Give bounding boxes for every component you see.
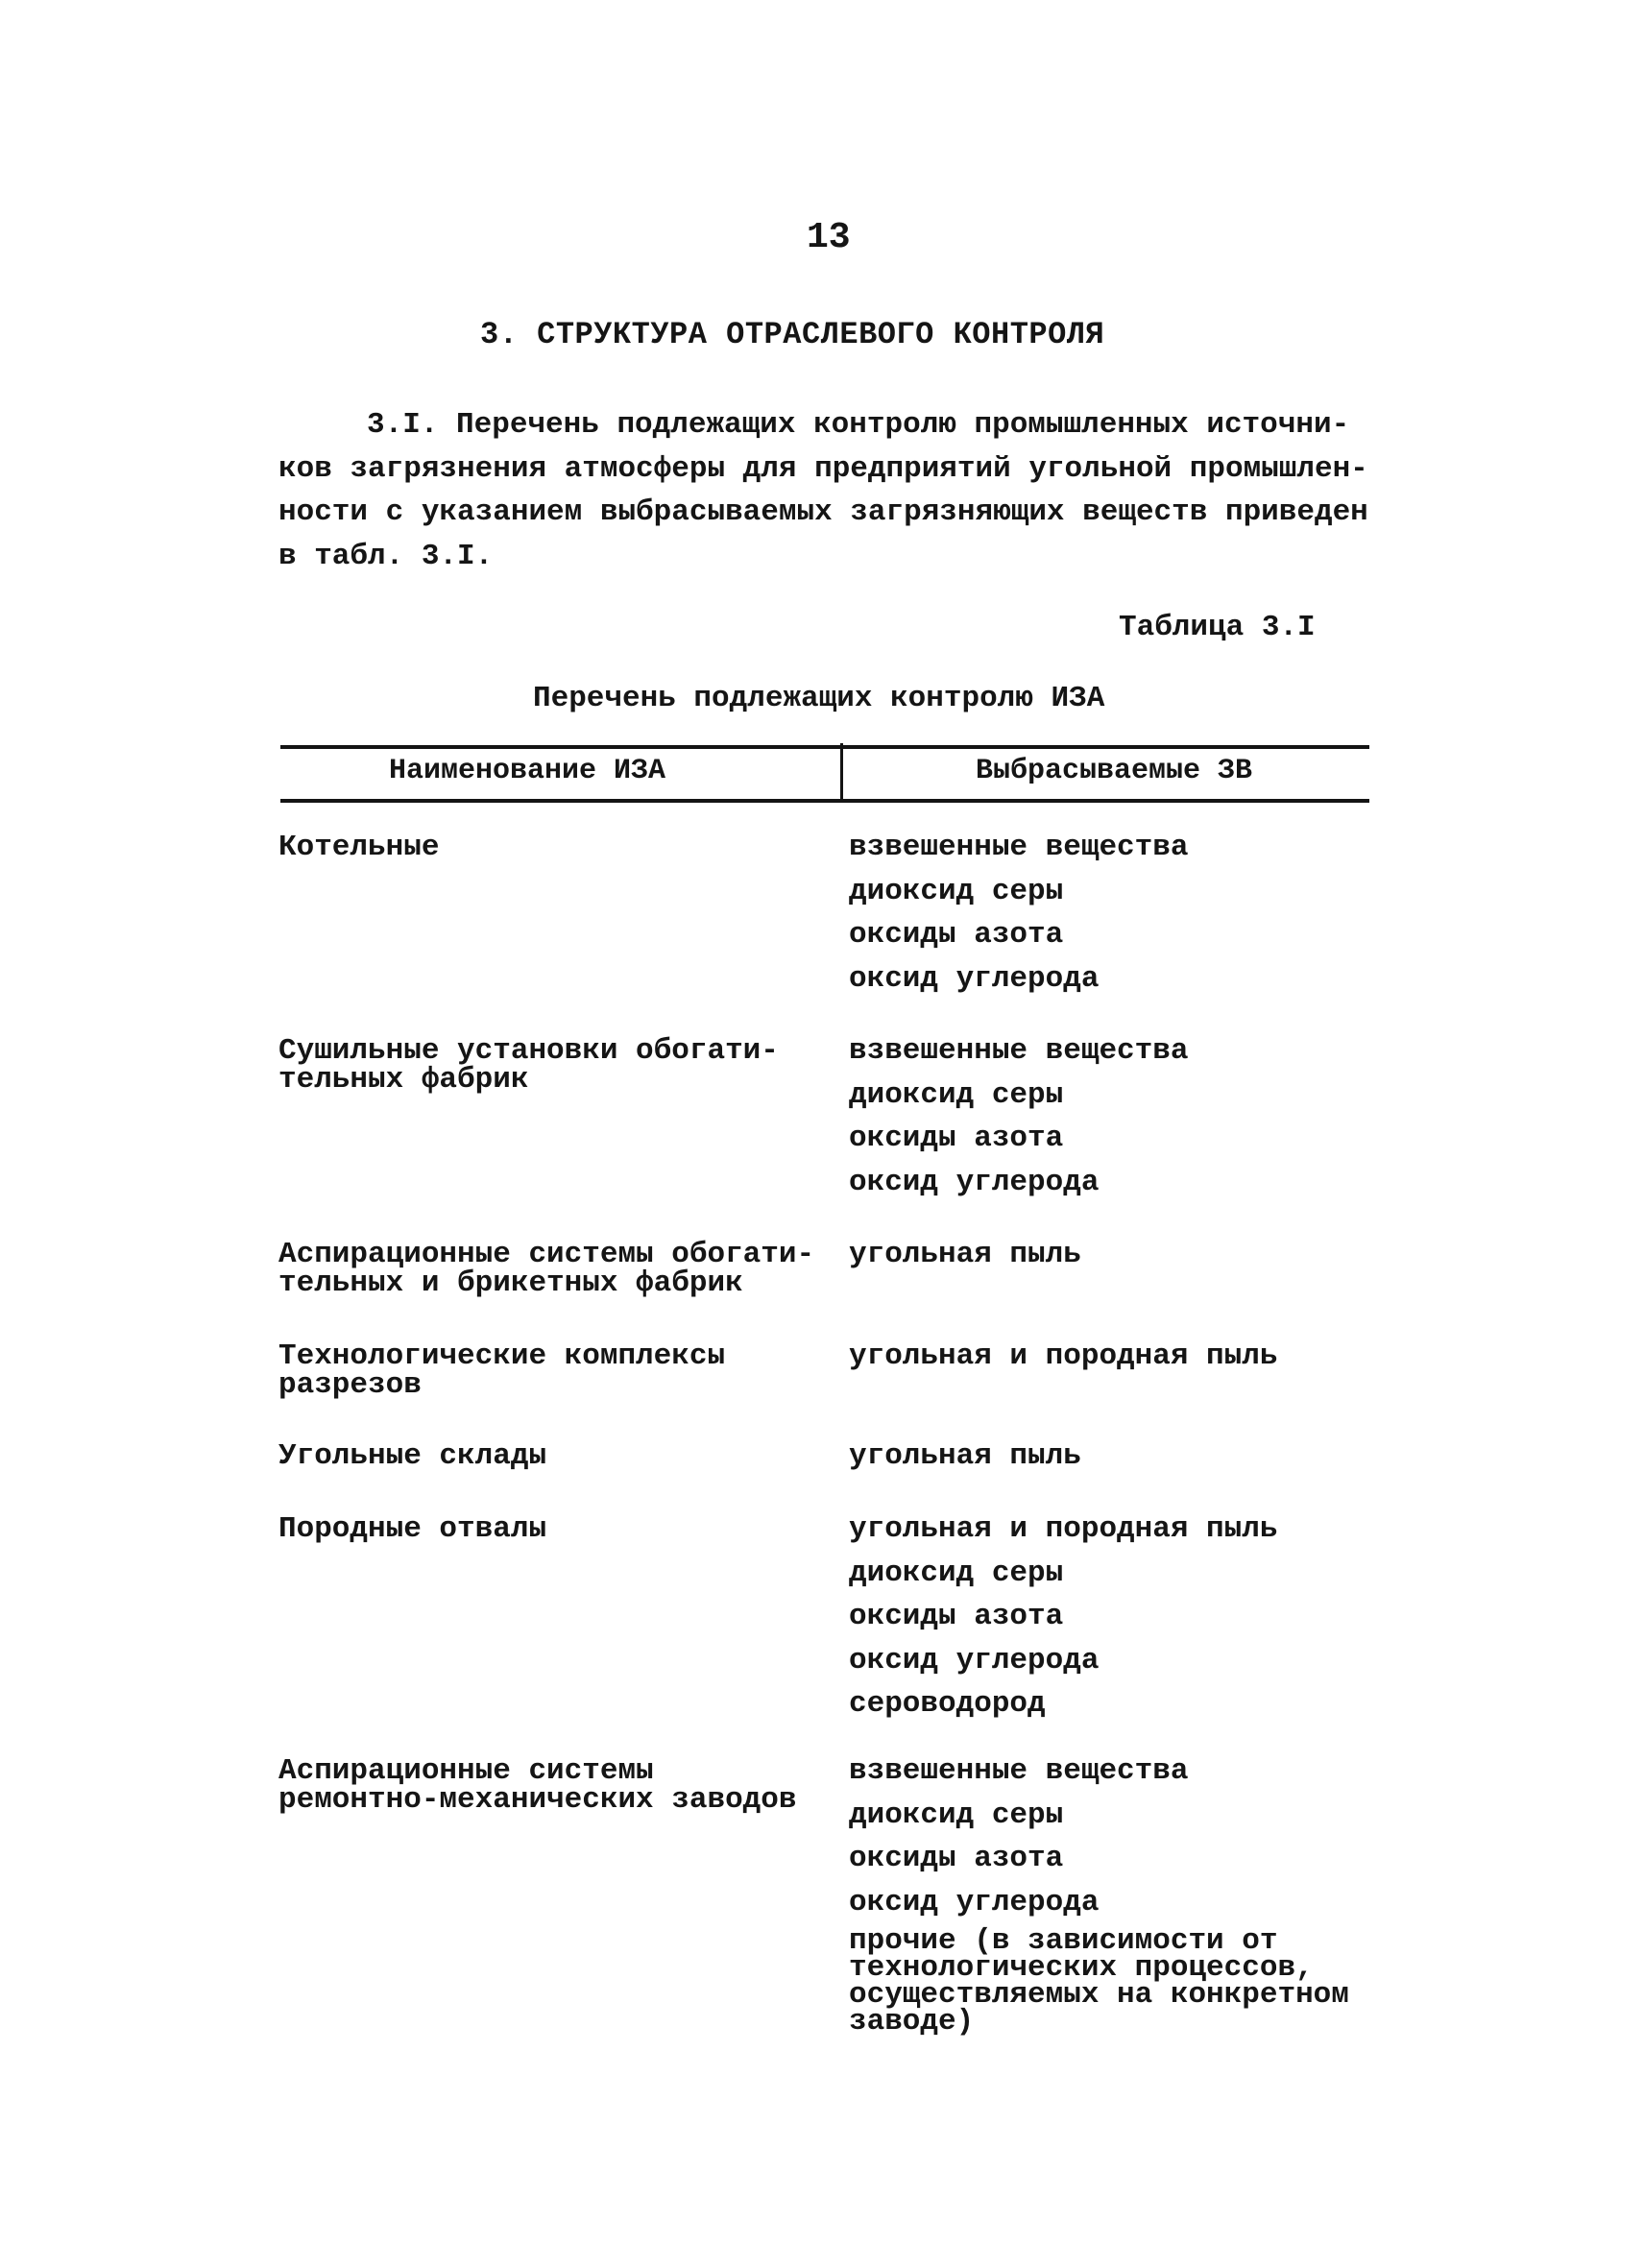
pollutant-item: угольная пыль <box>849 1439 1081 1473</box>
source-name: Угольные склады <box>278 1439 547 1473</box>
page-number: 13 <box>807 217 851 258</box>
source-name: Породные отвалы <box>278 1512 547 1546</box>
pollutant-list <box>849 1749 1387 2039</box>
pollutant-list <box>849 826 1387 1001</box>
pollutant-list <box>849 1233 1387 1277</box>
pollutant-item: взвешенные вещества <box>849 831 1189 864</box>
pollutant-item: оксид углерода <box>849 1885 1100 1919</box>
pollutant-item: диоксид серы <box>849 874 1064 908</box>
pollutant-item: прочие (в зависимости от технологических процессов, осуществляемых на конкретном заводе) <box>849 1924 1349 2039</box>
table-top-rule <box>280 745 1369 749</box>
pollutant-item: оксиды азота <box>849 918 1064 952</box>
table-caption: Перечень подлежащих контролю ИЗА <box>533 682 1105 715</box>
header-separator <box>840 743 843 801</box>
pollutant-item: оксид углерода <box>849 961 1100 996</box>
pollutant-list <box>849 1508 1387 1726</box>
pollutant-item: угольная пыль <box>849 1238 1081 1271</box>
pollutant-list <box>849 1435 1387 1479</box>
pollutant-item: взвешенные вещества <box>849 1034 1189 1068</box>
pollutant-item: взвешенные вещества <box>849 1754 1189 1788</box>
table-label: Таблица 3.I <box>1119 611 1316 644</box>
table-header-rule <box>280 799 1369 803</box>
source-name: Технологические комплексы разрезов <box>278 1339 726 1402</box>
paragraph-line: в табл. 3.I. <box>278 539 494 573</box>
paragraph-line: ности с указанием выбрасываемых загрязняющих веществ приведен <box>278 495 1368 529</box>
pollutant-list <box>849 1029 1387 1204</box>
source-name: Аспирационные системы ремонтно-механических заводов <box>278 1754 797 1817</box>
pollutant-item: диоксид серы <box>849 1077 1064 1112</box>
pollutant-item: оксиды азота <box>849 1842 1064 1875</box>
source-name: Сушильные установки обогати-тельных фабрик <box>278 1034 779 1097</box>
pollutant-item: угольная и породная пыль <box>849 1339 1278 1373</box>
pollutant-item: оксиды азота <box>849 1122 1064 1155</box>
pollutant-item: диоксид серы <box>849 1556 1064 1590</box>
pollutant-item: оксиды азота <box>849 1600 1064 1633</box>
pollutant-item: угольная и породная пыль <box>849 1512 1278 1546</box>
section-title: 3. СТРУКТУРА ОТРАСЛЕВОГО КОНТРОЛЯ <box>480 317 1105 352</box>
source-name: Котельные <box>278 831 440 864</box>
intro-paragraph <box>278 403 1383 578</box>
paragraph-line: 3.I. Перечень подлежащих контролю промышленных источни- <box>367 408 1350 442</box>
pollutant-list <box>849 1335 1387 1379</box>
pollutant-item: оксид углерода <box>849 1165 1100 1199</box>
pollutant-item: оксид углерода <box>849 1643 1100 1677</box>
header-source: Наименование ИЗА <box>389 755 666 787</box>
paragraph-line: ков загрязнения атмосферы для предприятий угольной промышлен- <box>278 451 1368 486</box>
source-name: Аспирационные системы обогати-тельных и брикетных фабрик <box>278 1238 815 1300</box>
pollutant-item: сероводород <box>849 1687 1046 1721</box>
pollutant-item: диоксид серы <box>849 1798 1064 1832</box>
header-pollutants: Выбрасываемые ЗВ <box>976 755 1253 787</box>
